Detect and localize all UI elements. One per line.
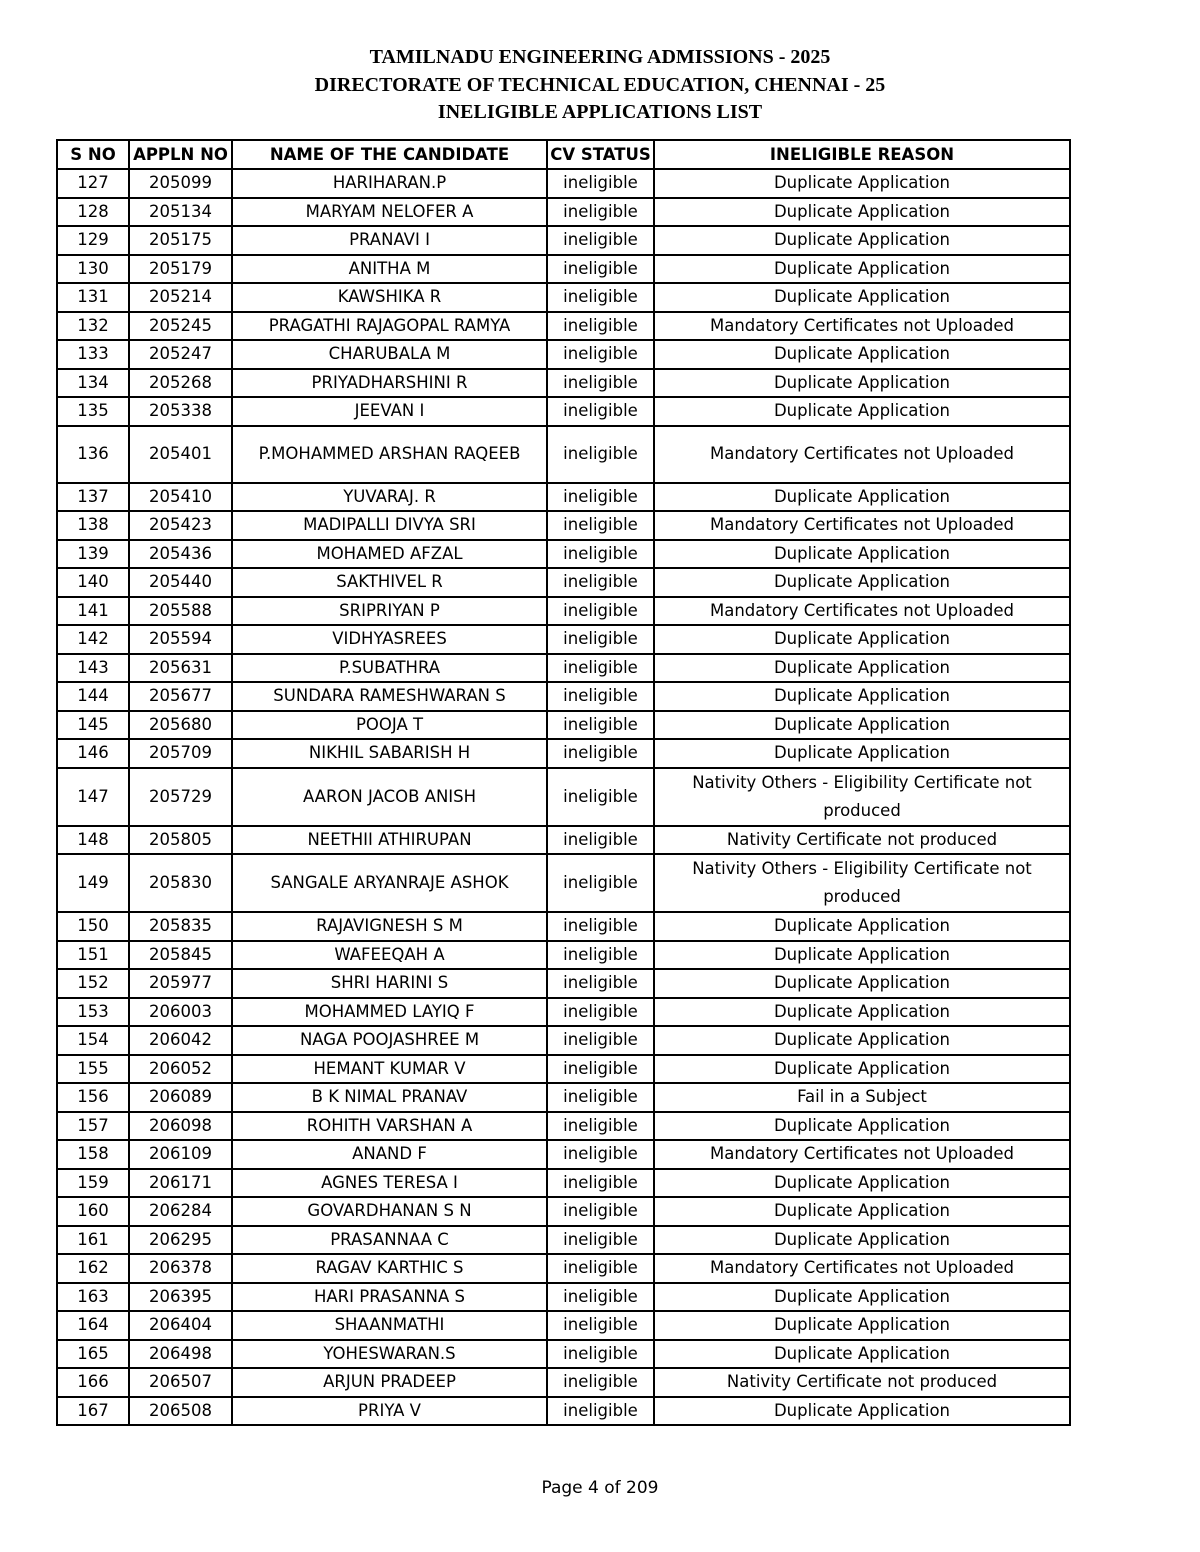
cell-cv-status: ineligible bbox=[547, 1169, 654, 1198]
table-row bbox=[57, 511, 1070, 540]
cell-s-no: 140 bbox=[57, 568, 129, 597]
cell-ineligible-reason: Duplicate Application bbox=[654, 483, 1070, 512]
cell-ineligible-reason: Duplicate Application bbox=[654, 711, 1070, 740]
cell-s-no: 151 bbox=[57, 941, 129, 970]
cell-s-no: 137 bbox=[57, 483, 129, 512]
cell-s-no: 142 bbox=[57, 625, 129, 654]
cell-appln-no: 205179 bbox=[129, 255, 232, 284]
cell-candidate-name: RAJAVIGNESH S M bbox=[232, 912, 547, 941]
table-row bbox=[57, 1368, 1070, 1397]
table-row bbox=[57, 969, 1070, 998]
cell-appln-no: 205805 bbox=[129, 826, 232, 855]
cell-appln-no: 205440 bbox=[129, 568, 232, 597]
cell-cv-status: ineligible bbox=[547, 1340, 654, 1369]
cell-s-no: 148 bbox=[57, 826, 129, 855]
cell-ineligible-reason: Nativity Others - Eligibility Certificate not produced bbox=[654, 854, 1070, 912]
table-row bbox=[57, 426, 1070, 483]
header-title: TAMILNADU ENGINEERING ADMISSIONS - 2025 bbox=[369, 46, 831, 68]
table-row bbox=[57, 1254, 1070, 1283]
table-row bbox=[57, 1055, 1070, 1084]
cell-s-no: 134 bbox=[57, 369, 129, 398]
cell-s-no: 128 bbox=[57, 198, 129, 227]
cell-ineligible-reason: Duplicate Application bbox=[654, 625, 1070, 654]
cell-cv-status: ineligible bbox=[547, 1055, 654, 1084]
cell-ineligible-reason: Mandatory Certificates not Uploaded bbox=[654, 511, 1070, 540]
cell-ineligible-reason: Duplicate Application bbox=[654, 1169, 1070, 1198]
cell-candidate-name: WAFEEQAH A bbox=[232, 941, 547, 970]
table-row bbox=[57, 1169, 1070, 1198]
table-row bbox=[57, 682, 1070, 711]
cell-ineligible-reason: Duplicate Application bbox=[654, 739, 1070, 768]
cell-cv-status: ineligible bbox=[547, 198, 654, 227]
cell-ineligible-reason: Mandatory Certificates not Uploaded bbox=[654, 1254, 1070, 1283]
cell-ineligible-reason: Duplicate Application bbox=[654, 568, 1070, 597]
cell-s-no: 166 bbox=[57, 1368, 129, 1397]
cell-candidate-name: HARI PRASANNA S bbox=[232, 1283, 547, 1312]
cell-cv-status: ineligible bbox=[547, 1283, 654, 1312]
cell-appln-no: 206295 bbox=[129, 1226, 232, 1255]
cell-appln-no: 206003 bbox=[129, 998, 232, 1027]
table-row bbox=[57, 1083, 1070, 1112]
cell-s-no: 133 bbox=[57, 340, 129, 369]
cell-s-no: 139 bbox=[57, 540, 129, 569]
cell-candidate-name: SUNDARA RAMESHWARAN S bbox=[232, 682, 547, 711]
cell-s-no: 129 bbox=[57, 226, 129, 255]
cell-s-no: 167 bbox=[57, 1397, 129, 1426]
cell-candidate-name: PRASANNAA C bbox=[232, 1226, 547, 1255]
cell-s-no: 127 bbox=[57, 169, 129, 198]
table-row bbox=[57, 739, 1070, 768]
cell-candidate-name: SHRI HARINI S bbox=[232, 969, 547, 998]
table-row bbox=[57, 1311, 1070, 1340]
table-row bbox=[57, 1197, 1070, 1226]
cell-appln-no: 205247 bbox=[129, 340, 232, 369]
cell-ineligible-reason: Duplicate Application bbox=[654, 969, 1070, 998]
cell-appln-no: 206498 bbox=[129, 1340, 232, 1369]
cell-appln-no: 206378 bbox=[129, 1254, 232, 1283]
cell-ineligible-reason: Duplicate Application bbox=[654, 1226, 1070, 1255]
table-row bbox=[57, 397, 1070, 426]
header-list-title: INELIGIBLE APPLICATIONS LIST bbox=[437, 101, 763, 123]
cell-s-no: 146 bbox=[57, 739, 129, 768]
table-row bbox=[57, 826, 1070, 855]
cell-candidate-name: SANGALE ARYANRAJE ASHOK bbox=[232, 854, 547, 912]
cell-cv-status: ineligible bbox=[547, 568, 654, 597]
cell-ineligible-reason: Duplicate Application bbox=[654, 1283, 1070, 1312]
table-row bbox=[57, 597, 1070, 626]
cell-ineligible-reason: Duplicate Application bbox=[654, 682, 1070, 711]
column-header-s-no: S NO bbox=[57, 140, 129, 169]
cell-appln-no: 205709 bbox=[129, 739, 232, 768]
cell-s-no: 162 bbox=[57, 1254, 129, 1283]
cell-s-no: 132 bbox=[57, 312, 129, 341]
cell-cv-status: ineligible bbox=[547, 768, 654, 826]
cell-candidate-name: PRIYA V bbox=[232, 1397, 547, 1426]
cell-cv-status: ineligible bbox=[547, 226, 654, 255]
table-row bbox=[57, 998, 1070, 1027]
cell-s-no: 145 bbox=[57, 711, 129, 740]
cell-appln-no: 206284 bbox=[129, 1197, 232, 1226]
cell-ineligible-reason: Mandatory Certificates not Uploaded bbox=[654, 312, 1070, 341]
cell-appln-no: 205729 bbox=[129, 768, 232, 826]
cell-ineligible-reason: Nativity Certificate not produced bbox=[654, 1368, 1070, 1397]
cell-cv-status: ineligible bbox=[547, 1026, 654, 1055]
cell-s-no: 135 bbox=[57, 397, 129, 426]
cell-candidate-name: ARJUN PRADEEP bbox=[232, 1368, 547, 1397]
cell-appln-no: 205677 bbox=[129, 682, 232, 711]
cell-cv-status: ineligible bbox=[547, 625, 654, 654]
cell-cv-status: ineligible bbox=[547, 826, 654, 855]
cell-appln-no: 206507 bbox=[129, 1368, 232, 1397]
cell-cv-status: ineligible bbox=[547, 1368, 654, 1397]
cell-candidate-name: MOHAMED AFZAL bbox=[232, 540, 547, 569]
cell-s-no: 154 bbox=[57, 1026, 129, 1055]
cell-candidate-name: NEETHII ATHIRUPAN bbox=[232, 826, 547, 855]
cell-s-no: 144 bbox=[57, 682, 129, 711]
cell-cv-status: ineligible bbox=[547, 483, 654, 512]
cell-candidate-name: MARYAM NELOFER A bbox=[232, 198, 547, 227]
table-row bbox=[57, 1026, 1070, 1055]
cell-cv-status: ineligible bbox=[547, 1397, 654, 1426]
table-row bbox=[57, 540, 1070, 569]
table-header-row bbox=[57, 140, 1070, 169]
column-header-cv-status: CV STATUS bbox=[547, 140, 654, 169]
cell-ineligible-reason: Mandatory Certificates not Uploaded bbox=[654, 1140, 1070, 1169]
cell-appln-no: 206395 bbox=[129, 1283, 232, 1312]
cell-s-no: 153 bbox=[57, 998, 129, 1027]
cell-cv-status: ineligible bbox=[547, 1083, 654, 1112]
cell-s-no: 161 bbox=[57, 1226, 129, 1255]
cell-appln-no: 206052 bbox=[129, 1055, 232, 1084]
page-number: Page 4 of 209 bbox=[541, 1478, 659, 1498]
cell-candidate-name: SHAANMATHI bbox=[232, 1311, 547, 1340]
table-body bbox=[57, 169, 1070, 1425]
cell-cv-status: ineligible bbox=[547, 1197, 654, 1226]
cell-s-no: 163 bbox=[57, 1283, 129, 1312]
cell-appln-no: 205423 bbox=[129, 511, 232, 540]
cell-ineligible-reason: Duplicate Application bbox=[654, 1112, 1070, 1141]
cell-candidate-name: VIDHYASREES bbox=[232, 625, 547, 654]
cell-cv-status: ineligible bbox=[547, 654, 654, 683]
cell-candidate-name: PRAGATHI RAJAGOPAL RAMYA bbox=[232, 312, 547, 341]
cell-s-no: 150 bbox=[57, 912, 129, 941]
cell-ineligible-reason: Duplicate Application bbox=[654, 169, 1070, 198]
cell-cv-status: ineligible bbox=[547, 1311, 654, 1340]
table-row bbox=[57, 255, 1070, 284]
cell-cv-status: ineligible bbox=[547, 854, 654, 912]
cell-ineligible-reason: Duplicate Application bbox=[654, 1311, 1070, 1340]
cell-appln-no: 205099 bbox=[129, 169, 232, 198]
cell-ineligible-reason: Duplicate Application bbox=[654, 340, 1070, 369]
cell-appln-no: 206089 bbox=[129, 1083, 232, 1112]
cell-appln-no: 206508 bbox=[129, 1397, 232, 1426]
cell-cv-status: ineligible bbox=[547, 711, 654, 740]
cell-appln-no: 205410 bbox=[129, 483, 232, 512]
cell-appln-no: 205436 bbox=[129, 540, 232, 569]
cell-cv-status: ineligible bbox=[547, 540, 654, 569]
table-row bbox=[57, 1140, 1070, 1169]
cell-s-no: 138 bbox=[57, 511, 129, 540]
cell-ineligible-reason: Duplicate Application bbox=[654, 1340, 1070, 1369]
table-row bbox=[57, 312, 1070, 341]
cell-ineligible-reason: Mandatory Certificates not Uploaded bbox=[654, 597, 1070, 626]
cell-ineligible-reason: Duplicate Application bbox=[654, 1026, 1070, 1055]
cell-candidate-name: CHARUBALA M bbox=[232, 340, 547, 369]
table-row bbox=[57, 941, 1070, 970]
cell-appln-no: 205214 bbox=[129, 283, 232, 312]
cell-cv-status: ineligible bbox=[547, 511, 654, 540]
cell-candidate-name: P.SUBATHRA bbox=[232, 654, 547, 683]
cell-candidate-name: NAGA POOJASHREE M bbox=[232, 1026, 547, 1055]
cell-s-no: 147 bbox=[57, 768, 129, 826]
cell-cv-status: ineligible bbox=[547, 369, 654, 398]
table-row bbox=[57, 1340, 1070, 1369]
table-row bbox=[57, 226, 1070, 255]
cell-s-no: 131 bbox=[57, 283, 129, 312]
cell-s-no: 143 bbox=[57, 654, 129, 683]
cell-cv-status: ineligible bbox=[547, 169, 654, 198]
cell-appln-no: 206098 bbox=[129, 1112, 232, 1141]
cell-ineligible-reason: Duplicate Application bbox=[654, 941, 1070, 970]
cell-ineligible-reason: Duplicate Application bbox=[654, 1055, 1070, 1084]
cell-appln-no: 205977 bbox=[129, 969, 232, 998]
cell-cv-status: ineligible bbox=[547, 255, 654, 284]
cell-appln-no: 205594 bbox=[129, 625, 232, 654]
cell-candidate-name: ANAND F bbox=[232, 1140, 547, 1169]
cell-candidate-name: YOHESWARAN.S bbox=[232, 1340, 547, 1369]
cell-candidate-name: SAKTHIVEL R bbox=[232, 568, 547, 597]
cell-candidate-name: KAWSHIKA R bbox=[232, 283, 547, 312]
cell-candidate-name: JEEVAN I bbox=[232, 397, 547, 426]
cell-appln-no: 205830 bbox=[129, 854, 232, 912]
cell-ineligible-reason: Nativity Others - Eligibility Certificate not produced bbox=[654, 768, 1070, 826]
table-row bbox=[57, 340, 1070, 369]
cell-candidate-name: ANITHA M bbox=[232, 255, 547, 284]
cell-ineligible-reason: Duplicate Application bbox=[654, 397, 1070, 426]
table-row bbox=[57, 711, 1070, 740]
column-header-ineligible-reason: INELIGIBLE REASON bbox=[654, 140, 1070, 169]
cell-cv-status: ineligible bbox=[547, 682, 654, 711]
cell-s-no: 155 bbox=[57, 1055, 129, 1084]
cell-candidate-name: P.MOHAMMED ARSHAN RAQEEB bbox=[232, 426, 547, 483]
cell-candidate-name: RAGAV KARTHIC S bbox=[232, 1254, 547, 1283]
cell-cv-status: ineligible bbox=[547, 1140, 654, 1169]
column-header-candidate-name: NAME OF THE CANDIDATE bbox=[232, 140, 547, 169]
cell-appln-no: 205134 bbox=[129, 198, 232, 227]
table-row bbox=[57, 1283, 1070, 1312]
cell-ineligible-reason: Duplicate Application bbox=[654, 1197, 1070, 1226]
table-row bbox=[57, 654, 1070, 683]
cell-s-no: 141 bbox=[57, 597, 129, 626]
cell-candidate-name: AGNES TERESA I bbox=[232, 1169, 547, 1198]
table-row bbox=[57, 1112, 1070, 1141]
cell-appln-no: 205835 bbox=[129, 912, 232, 941]
cell-ineligible-reason: Duplicate Application bbox=[654, 654, 1070, 683]
cell-cv-status: ineligible bbox=[547, 426, 654, 483]
cell-s-no: 152 bbox=[57, 969, 129, 998]
cell-ineligible-reason: Duplicate Application bbox=[654, 283, 1070, 312]
cell-candidate-name: GOVARDHANAN S N bbox=[232, 1197, 547, 1226]
cell-cv-status: ineligible bbox=[547, 998, 654, 1027]
table-row bbox=[57, 854, 1070, 912]
cell-appln-no: 205680 bbox=[129, 711, 232, 740]
column-header-appln-no: APPLN NO bbox=[129, 140, 232, 169]
table-row bbox=[57, 1397, 1070, 1426]
cell-ineligible-reason: Nativity Certificate not produced bbox=[654, 826, 1070, 855]
cell-appln-no: 205175 bbox=[129, 226, 232, 255]
cell-ineligible-reason: Duplicate Application bbox=[654, 912, 1070, 941]
table-row bbox=[57, 198, 1070, 227]
document-header bbox=[0, 44, 1200, 127]
cell-ineligible-reason: Duplicate Application bbox=[654, 369, 1070, 398]
cell-ineligible-reason: Fail in a Subject bbox=[654, 1083, 1070, 1112]
table-row bbox=[57, 568, 1070, 597]
cell-cv-status: ineligible bbox=[547, 397, 654, 426]
cell-ineligible-reason: Duplicate Application bbox=[654, 226, 1070, 255]
cell-appln-no: 205845 bbox=[129, 941, 232, 970]
cell-s-no: 160 bbox=[57, 1197, 129, 1226]
cell-cv-status: ineligible bbox=[547, 739, 654, 768]
cell-candidate-name: MOHAMMED LAYIQ F bbox=[232, 998, 547, 1027]
cell-s-no: 159 bbox=[57, 1169, 129, 1198]
table-row bbox=[57, 768, 1070, 826]
cell-s-no: 136 bbox=[57, 426, 129, 483]
cell-appln-no: 205268 bbox=[129, 369, 232, 398]
table-row bbox=[57, 169, 1070, 198]
cell-candidate-name: PRIYADHARSHINI R bbox=[232, 369, 547, 398]
cell-appln-no: 205245 bbox=[129, 312, 232, 341]
cell-candidate-name: PRANAVI I bbox=[232, 226, 547, 255]
cell-ineligible-reason: Duplicate Application bbox=[654, 198, 1070, 227]
cell-candidate-name: HEMANT KUMAR V bbox=[232, 1055, 547, 1084]
cell-appln-no: 205401 bbox=[129, 426, 232, 483]
cell-cv-status: ineligible bbox=[547, 1254, 654, 1283]
cell-s-no: 164 bbox=[57, 1311, 129, 1340]
cell-s-no: 156 bbox=[57, 1083, 129, 1112]
cell-s-no: 130 bbox=[57, 255, 129, 284]
cell-ineligible-reason: Duplicate Application bbox=[654, 1397, 1070, 1426]
cell-candidate-name: HARIHARAN.P bbox=[232, 169, 547, 198]
cell-candidate-name: POOJA T bbox=[232, 711, 547, 740]
cell-appln-no: 206404 bbox=[129, 1311, 232, 1340]
cell-ineligible-reason: Mandatory Certificates not Uploaded bbox=[654, 426, 1070, 483]
cell-s-no: 157 bbox=[57, 1112, 129, 1141]
cell-candidate-name: AARON JACOB ANISH bbox=[232, 768, 547, 826]
cell-candidate-name: ROHITH VARSHAN A bbox=[232, 1112, 547, 1141]
cell-appln-no: 205338 bbox=[129, 397, 232, 426]
cell-cv-status: ineligible bbox=[547, 912, 654, 941]
cell-candidate-name: B K NIMAL PRANAV bbox=[232, 1083, 547, 1112]
cell-appln-no: 206042 bbox=[129, 1026, 232, 1055]
cell-ineligible-reason: Duplicate Application bbox=[654, 540, 1070, 569]
cell-cv-status: ineligible bbox=[547, 969, 654, 998]
cell-cv-status: ineligible bbox=[547, 340, 654, 369]
cell-candidate-name: NIKHIL SABARISH H bbox=[232, 739, 547, 768]
header-directorate: DIRECTORATE OF TECHNICAL EDUCATION, CHENNAI - 25 bbox=[314, 73, 886, 96]
table-row bbox=[57, 625, 1070, 654]
table-row bbox=[57, 912, 1070, 941]
cell-appln-no: 206109 bbox=[129, 1140, 232, 1169]
cell-cv-status: ineligible bbox=[547, 941, 654, 970]
cell-cv-status: ineligible bbox=[547, 1226, 654, 1255]
cell-appln-no: 205631 bbox=[129, 654, 232, 683]
cell-s-no: 165 bbox=[57, 1340, 129, 1369]
cell-cv-status: ineligible bbox=[547, 312, 654, 341]
table-row bbox=[57, 283, 1070, 312]
table-row bbox=[57, 483, 1070, 512]
cell-ineligible-reason: Duplicate Application bbox=[654, 255, 1070, 284]
cell-cv-status: ineligible bbox=[547, 1112, 654, 1141]
cell-candidate-name: SRIPRIYAN P bbox=[232, 597, 547, 626]
cell-ineligible-reason: Duplicate Application bbox=[654, 998, 1070, 1027]
table-row bbox=[57, 1226, 1070, 1255]
cell-cv-status: ineligible bbox=[547, 283, 654, 312]
cell-appln-no: 206171 bbox=[129, 1169, 232, 1198]
cell-s-no: 158 bbox=[57, 1140, 129, 1169]
cell-candidate-name: YUVARAJ. R bbox=[232, 483, 547, 512]
cell-cv-status: ineligible bbox=[547, 597, 654, 626]
cell-candidate-name: MADIPALLI DIVYA SRI bbox=[232, 511, 547, 540]
cell-s-no: 149 bbox=[57, 854, 129, 912]
ineligible-applications-table bbox=[56, 139, 1071, 1426]
cell-appln-no: 205588 bbox=[129, 597, 232, 626]
table-row bbox=[57, 369, 1070, 398]
